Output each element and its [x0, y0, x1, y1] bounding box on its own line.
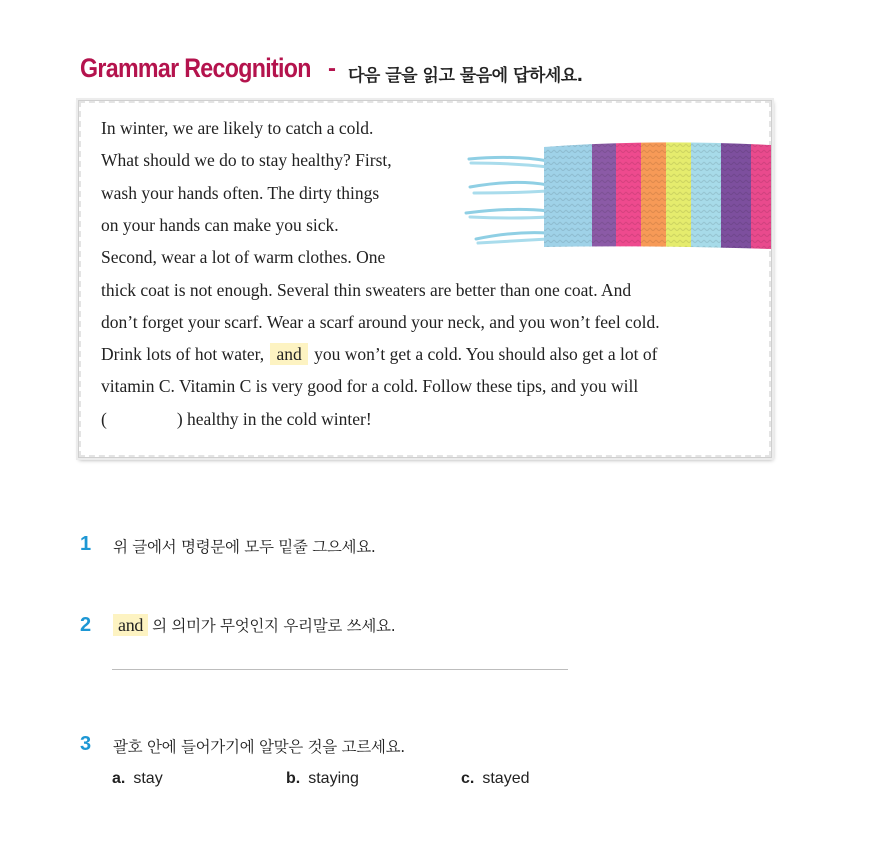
title-english: Grammar Recognition — [80, 53, 311, 83]
question-number: 3 — [80, 733, 92, 755]
answer-write-line[interactable] — [112, 669, 568, 670]
option-letter: a. — [112, 770, 126, 787]
passage-text-segment: Drink lots of hot water, — [101, 344, 265, 364]
passage-line: In winter, we are likely to catch a cold. — [101, 118, 374, 138]
passage-line: What should we do to stay healthy? First, — [101, 150, 392, 170]
question-text: 위 글에서 명령문에 모두 밑줄 그으세요. — [113, 538, 376, 556]
passage-line — [101, 409, 372, 430]
option-text: staying — [308, 770, 359, 787]
question-text: 괄호 안에 들어가기에 알맞은 것을 고르세요. — [113, 738, 405, 756]
passage-line: don’t forget your scarf. Wear a scarf around your neck, and you won’t feel cold. — [101, 312, 660, 332]
passage-text-segment: you won’t get a cold. You should also get a lot of — [314, 344, 658, 364]
blank-open-paren: ( — [101, 409, 107, 429]
passage-line — [101, 344, 657, 365]
title-dash: - — [328, 55, 336, 82]
reading-passage-card — [78, 100, 772, 458]
question-number: 2 — [80, 614, 92, 636]
question-text-wrap — [113, 614, 395, 636]
option-letter: c. — [461, 770, 475, 787]
highlighted-and: and — [270, 343, 307, 365]
question-number: 1 — [80, 533, 92, 555]
passage-line: Second, wear a lot of warm clothes. One — [101, 247, 386, 267]
passage-line: vitamin C. Vitamin C is very good for a cold. Follow these tips, and you will — [101, 376, 639, 396]
option-text: stay — [133, 770, 163, 787]
passage-text-segment: ) healthy in the cold winter! — [176, 409, 372, 429]
passage-line: on your hands can make you sick. — [101, 215, 339, 235]
option-letter: b. — [286, 770, 301, 787]
question-text: 의 의미가 무엇인지 우리말로 쓰세요. — [152, 617, 396, 635]
option-text: stayed — [482, 770, 530, 787]
option-b[interactable] — [286, 770, 359, 788]
option-c[interactable] — [461, 770, 529, 788]
option-a[interactable] — [112, 770, 163, 788]
scarf-illustration — [464, 141, 771, 251]
scarf-body — [544, 141, 771, 251]
section-title — [80, 53, 583, 86]
passage-line: wash your hands often. The dirty things — [101, 183, 380, 203]
scarf-fringe — [466, 157, 548, 243]
highlighted-and: and — [113, 614, 148, 636]
title-instruction: 다음 글을 읽고 물음에 답하세요. — [348, 66, 583, 86]
passage-line: thick coat is not enough. Several thin sweaters are better than one coat. And — [101, 280, 632, 300]
